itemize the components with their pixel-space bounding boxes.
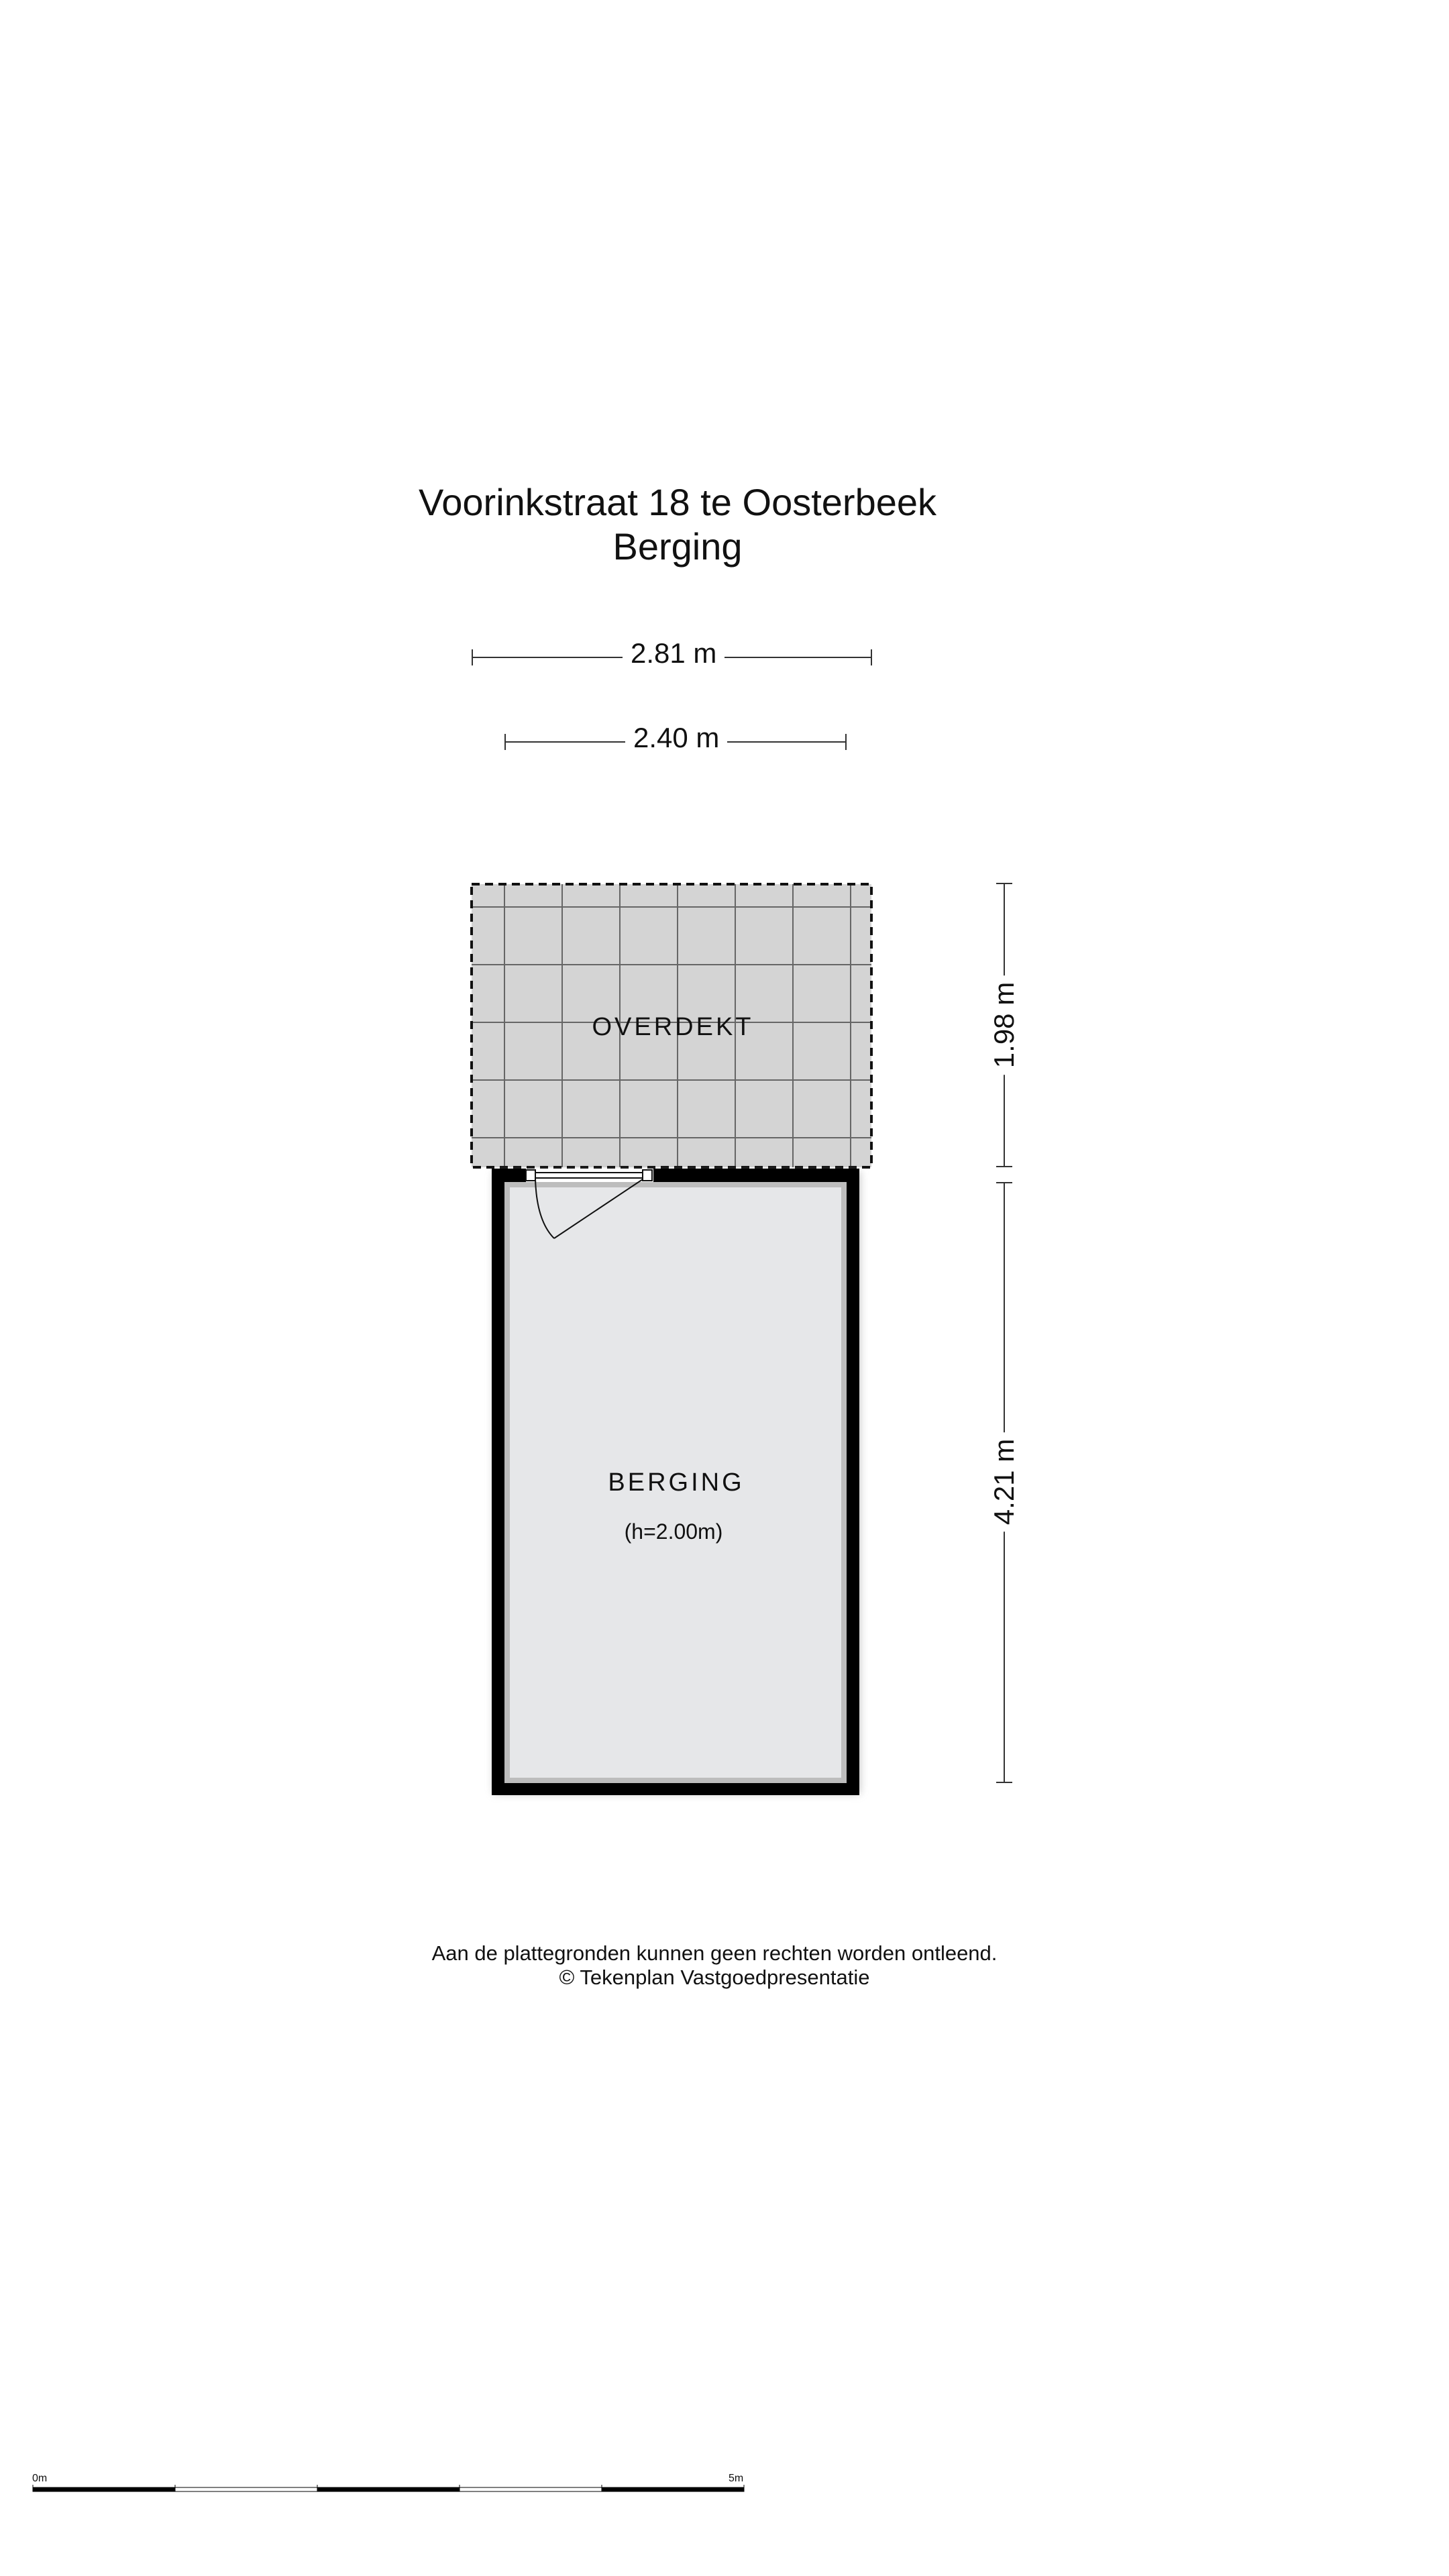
- scale-end-label: 5m: [729, 2473, 744, 2484]
- berging-room: [492, 1169, 860, 1795]
- overdekt-label: OVERDEKT: [592, 1013, 754, 1041]
- dimension-storage-depth-label: 4.21 m: [988, 1432, 1020, 1532]
- disclaimer-text: Aan de plattegronden kunnen geen rechten worden ontleend.: [431, 1941, 998, 1965]
- berging-height-note: (h=2.00m): [624, 1519, 723, 1544]
- scale-segment: [460, 2487, 602, 2491]
- scale-bar-graphic: [32, 2473, 746, 2500]
- overdekt-area: [472, 884, 871, 1167]
- page-title: Voorinkstraat 18 te Oosterbeek: [419, 481, 936, 523]
- door-frame-right: [643, 1170, 652, 1181]
- scale-start-label: 0m: [32, 2473, 48, 2484]
- door-opening: [526, 1169, 653, 1182]
- page-subtitle: Berging: [612, 525, 743, 568]
- scale-segment: [602, 2487, 744, 2491]
- scale-segment: [175, 2487, 317, 2491]
- dimension-outer-width-label: 2.81 m: [623, 637, 724, 669]
- scale-segments: [33, 2485, 744, 2491]
- dimension-inner-width-label: 2.40 m: [625, 722, 727, 754]
- copyright-text: © Tekenplan Vastgoedpresentatie: [559, 1966, 870, 1989]
- scale-segment: [317, 2487, 460, 2491]
- scale-segment: [33, 2487, 175, 2491]
- door-frame-left: [526, 1170, 535, 1181]
- berging-label: BERGING: [608, 1468, 745, 1497]
- scale-bar: [32, 2473, 746, 2500]
- dimension-covered-depth-label: 1.98 m: [988, 975, 1020, 1075]
